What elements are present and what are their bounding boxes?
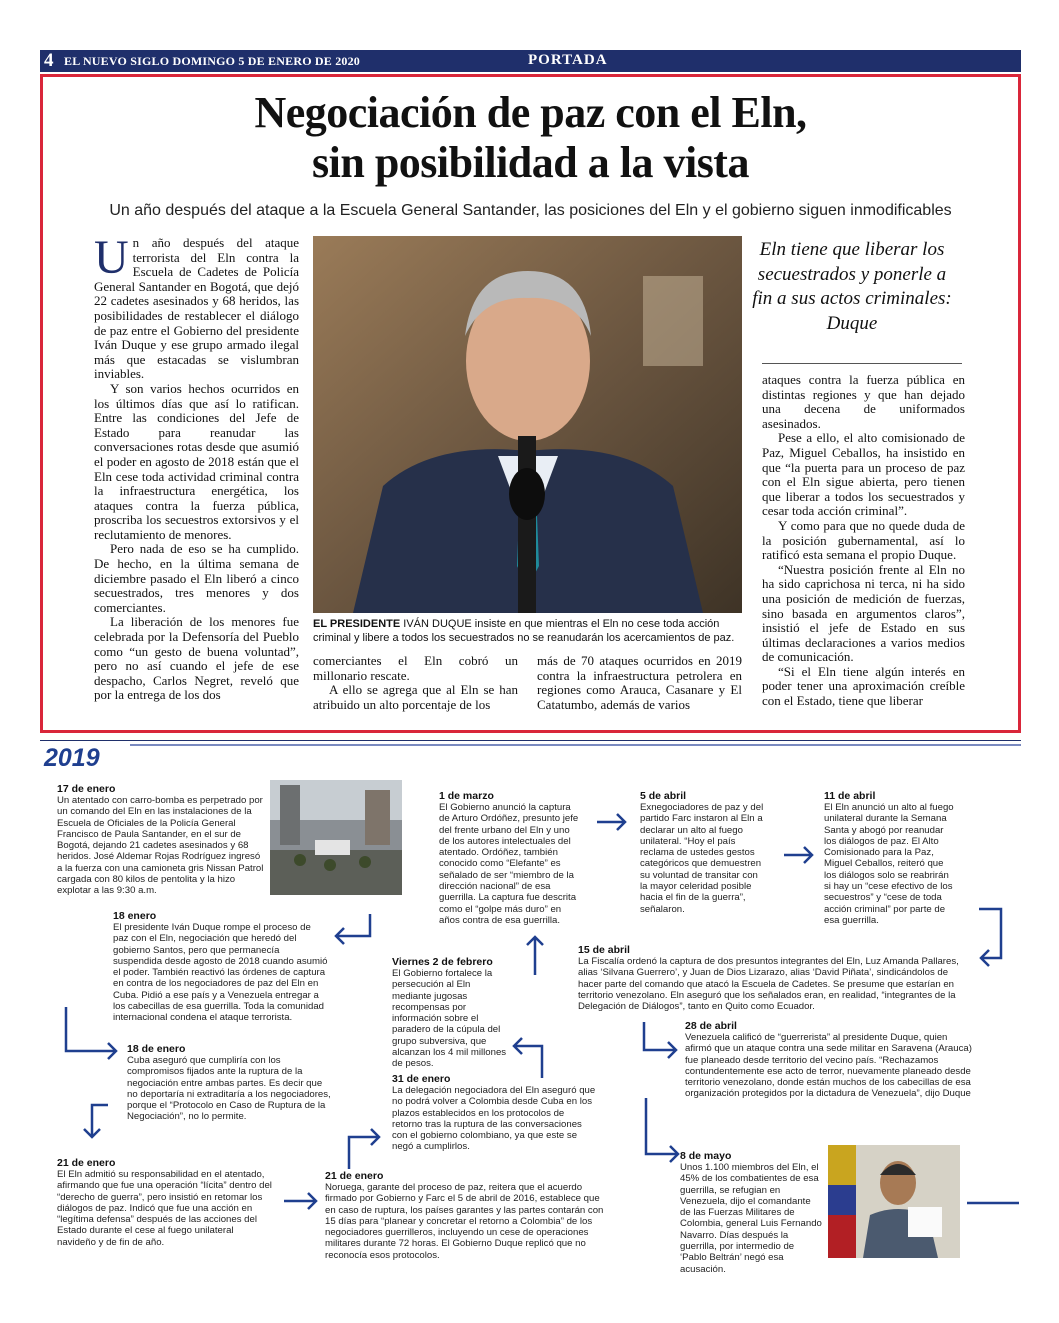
timeline-year: 2019 bbox=[44, 744, 100, 772]
arrow-down-right-icon bbox=[62, 1005, 128, 1065]
arrow-left-icon bbox=[330, 912, 376, 948]
arrow-down-right-icon bbox=[642, 1096, 686, 1166]
paragraph: Pese a ello, el alto comisionado de Paz, Miguel Ceballos, ha insistido en que “la puerta para un proceso de paz con el Eln sigue abierta, pero tienen que liberar a todos los secuestrados y cesar toda acción criminal”. bbox=[762, 430, 965, 519]
section-name: PORTADA bbox=[528, 52, 608, 68]
paragraph: La liberación de los menores fue celebrada por la Defensoría del Pueblo como “un gesto de buena voluntad”, pero no así cuando el jefe de ese despacho, Carlos Negret, reveló que por la entrega de los dos bbox=[94, 614, 299, 703]
paragraph: “Si el Eln tiene algún interés en poder tener una aproximación creíble con el Estado, tiene que liberar bbox=[762, 663, 965, 709]
timeline-event: 15 de abril La Fiscalía ordenó la captura de dos presuntos integrantes del Eln, Luz Amanda Pallares, alias ‘Silvana Guerrero’, y Juan de Dios Lizarazo, alias ‘David Piñata’, sindicándolos de hacer parte del comando que atacó la Escuela de Cadetes. Se presume que estarían en territorio venezolano. Eln aseguró que los señalados eran, en realidad, “integrantes de la Delegación de Diálogos”, tanto en Quito como Ecuador. bbox=[578, 944, 959, 1013]
paragraph: n año después del ataque terrorista del Eln contra la Escuela de Cadetes de Policía General Santander en Bogotá, que dejó 22 cadetes asesinados y 68 heridos, las posibilidades de restablecer el diálogo de paz entre el Gobierno del presidente Iván Duque y ese grupo armado ilegal más que estacadas se vislumbran inviables. bbox=[94, 235, 299, 382]
pull-quote-rule bbox=[762, 363, 962, 364]
arrow-up-left-icon bbox=[508, 1032, 548, 1080]
drop-cap: U bbox=[94, 231, 129, 284]
bombing-scene-photo bbox=[270, 780, 402, 895]
article-title bbox=[40, 88, 1021, 188]
article-column-4 bbox=[762, 373, 965, 709]
timeline-event: 21 de enero Noruega, garante del proceso de paz, reitera que el acuerdo firmado por Gobierno y Farc el 5 de abril de 2016, establece que en caso de ruptura, los países garantes y las partes contarán con 15 días para “planear y concretar el retorno a Colombia” de los negociadores guerrilleros, incluyendo un cese de operaciones militares durante 72 horas. El Gobierno Duque replicó que no reconocía esos protocolos. bbox=[325, 1170, 604, 1261]
caption-lead: EL PRESIDENTE bbox=[313, 618, 401, 630]
timeline-separator bbox=[130, 744, 1021, 746]
timeline-event: Viernes 2 de febrero El Gobierno fortalece la persecución al Eln mediante jugosas recompensas por información sobre el paradero de la cúpula del grupo subversiva, que alcanzan los 4 mil millones de pesos. bbox=[392, 956, 507, 1070]
publication-line: EL NUEVO SIGLO DOMINGO 5 DE ENERO DE 2020 bbox=[64, 54, 361, 68]
paragraph: Y son varios hechos ocurridos en los últimos días que así lo ratifican. Entre las condiciones del Jefe de Estado para reanudar las conversaciones rotas desde que asumió el poder en agosto de 2018 están que el Eln cese toda actividad criminal contra la infraestructura energética, los ataques contra la fuerza pública, proscriba los secuestros extorsivos y el reclutamiento de menores. bbox=[94, 380, 299, 542]
arrow-up-right-icon bbox=[345, 1125, 385, 1171]
arrow-right-icon bbox=[282, 1190, 322, 1212]
timeline-event: 1 de marzo El Gobierno anunció la captura de Arturo Ordóñez, presunto jefe del frente urbano del Eln y uno de los autores intelectuales del atentado. Ordóñez, también conocido como “Elefante” es señalado de ser “miembro de la dirección nacional” de esa guerrilla. La captura fue descrita como el “golpe más duro” en años contra de esa guerrilla. bbox=[439, 790, 579, 926]
timeline-event: 21 de enero El Eln admitió su responsabilidad en el atentado, afirmando que fue una operación “lícita” dentro del “derecho de guerra”, pero insistió en retomar los diálogos de paz. Indicó que fue una acción en “legítima defensa” después de las acciones del Estado durante el cese al fuego unilateral navideño y de fin de año. bbox=[57, 1157, 272, 1248]
photo-caption bbox=[313, 617, 742, 645]
arrow-right-icon bbox=[782, 843, 818, 867]
paragraph: comerciantes el Eln cobró un millonario rescate. bbox=[313, 653, 518, 683]
paragraph: ataques contra la fuerza pública en distintas regiones y que han dejado una decena de uniformados asesinados. bbox=[762, 372, 965, 431]
arrow-down-right-icon bbox=[640, 1020, 684, 1062]
pablo-beltran-photo bbox=[828, 1145, 960, 1258]
timeline-event: 31 de enero La delegación negociadora del Eln aseguró que no podrá volver a Colombia desde Cuba en los plazos establecidos en los protocolos de retorno tras la ruptura de las conversaciones con el gobierno colombiano, ya que este se negó a cumplirlos. bbox=[392, 1073, 596, 1153]
timeline-event: 18 de enero Cuba aseguró que cumpliría con los compromisos fijados ante la ruptura de la negociación entre ambas partes. Es decir que no deportaría ni extraditaría a los negociadores, porque el “Protocolo en Caso de Ruptura de la Negociación”, no lo permite. bbox=[127, 1043, 331, 1123]
timeline-event: 5 de abril Exnegociadores de paz y del partido Farc instaron al Eln a declarar un alto al fuego unilateral. “Hoy el país reclama de ustedes gestos categóricos que demuestren su voluntad de transitar con la mayor celeridad posible hacia el fin de la guerra”, señalaron. bbox=[640, 790, 764, 915]
president-photo bbox=[313, 236, 742, 613]
paragraph: Y como para que no quede duda de la posición gubernamental, así lo ratificó esta semana el propio Duque. bbox=[762, 517, 965, 563]
caption-text: IVÁN DUQUE insiste en que mientras el Eln no cese toda acción criminal y libere a todos los secuestrados no se reanudarán los acercamientos de paz. bbox=[313, 618, 735, 644]
timeline-separator bbox=[40, 740, 1021, 741]
arrow-right-icon bbox=[595, 810, 631, 834]
title-line-1: Negociación de paz con el Eln, bbox=[254, 88, 807, 137]
article-subtitle: Un año después del ataque a la Escuela General Santander, las posiciones del Eln y el gobierno siguen inmodificables bbox=[109, 202, 952, 219]
paragraph: Pero nada de eso se ha cumplido. De hecho, en la última semana de diciembre pasado el Eln liberó a cinco secuestrados, tres menores y dos comerciantes. bbox=[94, 541, 299, 615]
timeline-event: 28 de abril Venezuela calificó de “guerrerista” al presidente Duque, quien afirmó que un ataque contra una sede militar en Saravena (Arauca) fue planeado desde territorio del vecino país. “Rechazamos contundentemente ese acto de terror, nuevamente planeado desde territorio venezolano, donde están muchos de los cabecillas de esa organización protegidos por la dictadura de Venezuela”, dijo Duque bbox=[685, 1020, 972, 1100]
page-number: 4 bbox=[44, 50, 54, 71]
page-header bbox=[40, 50, 1021, 72]
timeline-event: 18 enero El presidente Iván Duque rompe el proceso de paz con el Eln, negociación que heredó del gobierno Santos, pero que permanecía suspendida desde agosto de 2018 cuando asumió el poder. También reactivó las órdenes de captura en contra de los negociadores de paz del Eln en Cuba. Pidió a ese país y a Venezuela entregar a los cabecillas de esa guerrilla. Toda la comunidad internacional condena el ataque terrorista. bbox=[113, 910, 328, 1024]
pull-quote: Eln tiene que liberar los secuestrados y ponerle a fin a sus actos criminales: Duque bbox=[752, 239, 952, 334]
paragraph: “Nuestra posición frente al Eln no ha sido caprichosa ni terca, ni ha sido una posición de medición de fuerzas, sino basada en argumentos claros”, insistió el jefe de Estado en sus últimas declaraciones a varios medios de comunicación. bbox=[762, 561, 965, 665]
title-line-2: sin posibilidad a la vista bbox=[312, 138, 749, 187]
timeline-end-line bbox=[965, 1198, 1021, 1208]
paragraph: más de 70 ataques ocurridos en 2019 contra la infraestructura petrolera en regiones como Arauca, Casanare y El Catatumbo, además de varios bbox=[537, 653, 742, 712]
arrow-up-icon bbox=[522, 933, 548, 977]
article-column-1 bbox=[94, 231, 299, 703]
timeline-event: 11 de abril El Eln anunció un alto al fuego unilateral durante la Semana Santa y abogó por reanudar los diálogos de paz. El Alto Comisionado para la Paz, Miguel Ceballos, reiteró que los diálogos solo se reabrirán si hay un “cese efectivo de los secuestros” y “cese de toda acción criminal” por parte de esa guerrilla. bbox=[824, 790, 954, 926]
article-column-2 bbox=[313, 654, 518, 712]
arrow-down-left-icon bbox=[975, 906, 1009, 974]
article-column-3 bbox=[537, 654, 742, 712]
timeline-event: 8 de mayo Unos 1.100 miembros del Eln, el 45% de los combatientes de esa guerrilla, se refugian en Venezuela, dijo el comandante de las Fuerzas Militares de Colombia, general Luis Fernando Navarro. Días después la guerrilla, por intermedio de ‘Pablo Beltrán’ negó esa acusación. bbox=[680, 1150, 822, 1275]
arrow-down-icon bbox=[80, 1103, 110, 1143]
paragraph: A ello se agrega que al Eln se han atribuido un alto porcentaje de los bbox=[313, 682, 518, 712]
timeline-event: 17 de enero Un atentado con carro-bomba es perpetrado por un comando del Eln en las instalaciones de la Escuela de Oficiales de la Policía General Francisco de Paula Santander, en el sur de Bogotá, dejando 21 cadetes asesinados y 68 heridos. José Aldemar Rojas Rodríguez ingresó a la fuerza con una camioneta gris Nissan Patrol cargada con 80 kilos de pentolita y la hizo explotar a las 9:30 a.m. bbox=[57, 783, 264, 897]
